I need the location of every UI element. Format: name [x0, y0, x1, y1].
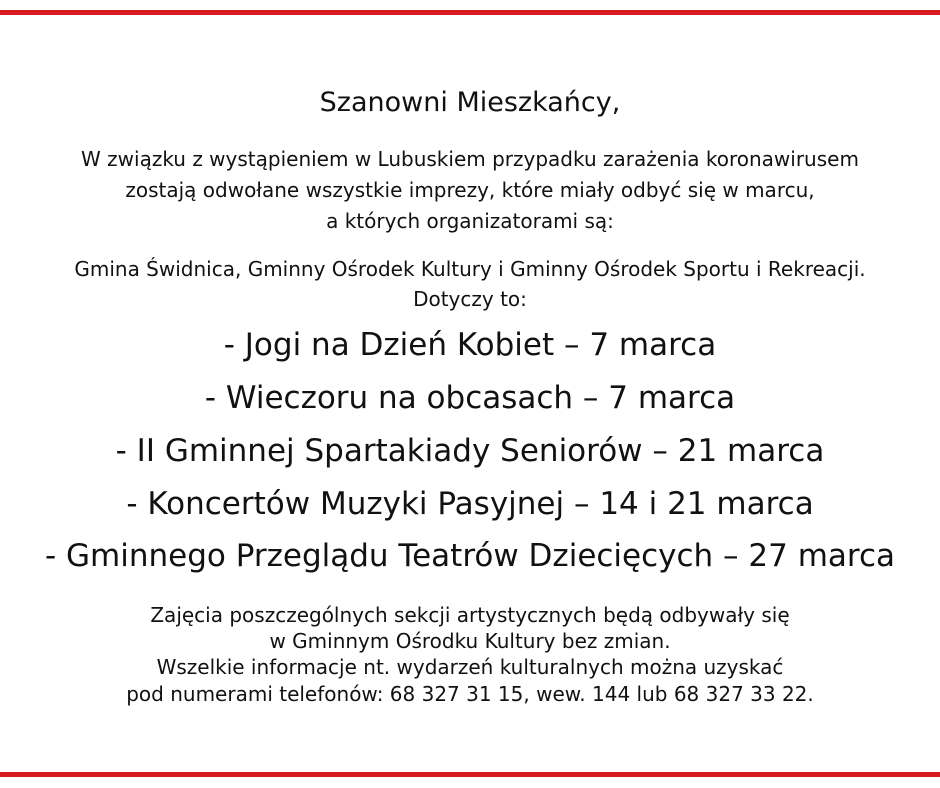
intro-line-1: W związku z wystąpieniem w Lubuskiem przypadku zarażenia koronawirusem [81, 147, 859, 171]
intro-line-2: zostają odwołane wszystkie imprezy, które miały odbyć się w marcu, [125, 178, 815, 202]
concerns-label: Dotyczy to: [413, 287, 527, 311]
organizers-line: Gmina Świdnica, Gminny Ośrodek Kultury i Gminny Ośrodek Sportu i Rekreacji. [74, 257, 866, 281]
greeting-heading: Szanowni Mieszkańcy, [319, 87, 621, 118]
footer-line-4: pod numerami telefonów: 68 327 31 15, wew. 144 lub 68 327 33 22. [126, 682, 814, 706]
footer-line-2: w Gminnym Ośrodku Kultury bez zmian. [269, 629, 671, 653]
footer-line-1: Zajęcia poszczególnych sekcji artystycznych będą odbywały się [150, 603, 790, 627]
event-item: - Koncertów Muzyki Pasyjnej – 14 i 21 marca [126, 486, 814, 522]
event-item: - II Gminnej Spartakiady Seniorów – 21 marca [115, 433, 825, 469]
event-item: - Gminnego Przeglądu Teatrów Dziecięcych – 27 marca [44, 538, 896, 574]
bottom-red-rule [0, 772, 940, 777]
event-item: - Jogi na Dzień Kobiet – 7 marca [223, 327, 717, 363]
intro-line-3: a których organizatorami są: [326, 209, 614, 233]
footer-line-3: Wszelkie informacje nt. wydarzeń kulturalnych można uzyskać [156, 655, 784, 679]
event-item: - Wieczoru na obcasach – 7 marca [204, 380, 736, 416]
